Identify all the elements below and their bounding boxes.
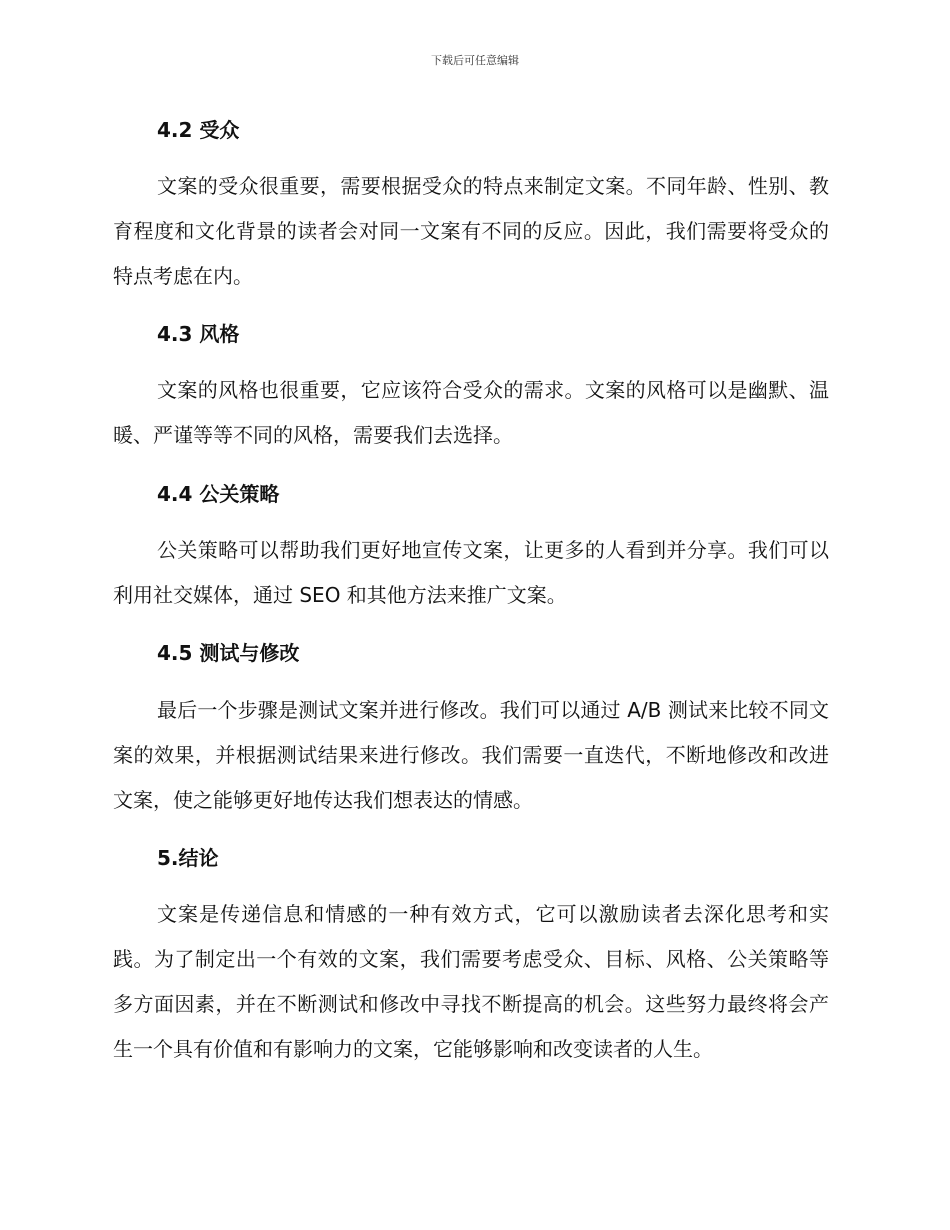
section-heading-4-4: 4.4 公关策略	[157, 482, 280, 506]
section-paragraph-4-3: 文案的风格也很重要，它应该符合受众的需求。文案的风格可以是幽默、温暖、严谨等等不同的风格，需要我们去选择。	[113, 378, 829, 447]
section-heading-5: 5.结论	[157, 846, 219, 870]
section-heading-4-5: 4.5 测试与修改	[157, 641, 300, 665]
section-paragraph-4-5: 最后一个步骤是测试文案并进行修改。我们可以通过 A/B 测试来比较不同文案的效果，并根据测试结果来进行修改。我们需要一直迭代，不断地修改和改进文案，使之能够更好地传达我们想表达的情感。	[113, 698, 829, 812]
section-paragraph-5: 文案是传递信息和情感的一种有效方式，它可以激励读者去深化思考和实践。为了制定出一个有效的文案，我们需要考虑受众、目标、风格、公关策略等多方面因素，并在不断测试和修改中寻找不断提高的机会。这些努力最终将会产生一个具有价值和有影响力的文案，它能够影响和改变读者的人生。	[113, 902, 829, 1061]
section-heading-4-2: 4.2 受众	[157, 118, 240, 142]
section-paragraph-4-4: 公关策略可以帮助我们更好地宣传文案，让更多的人看到并分享。我们可以利用社交媒体，通过 SEO 和其他方法来推广文案。	[113, 538, 829, 607]
section-heading-4-3: 4.3 风格	[157, 322, 240, 346]
section-paragraph-4-2: 文案的受众很重要，需要根据受众的特点来制定文案。不同年龄、性别、教育程度和文化背景的读者会对同一文案有不同的反应。因此，我们需要将受众的特点考虑在内。	[113, 174, 829, 288]
page-header-note: 下载后可任意编辑	[431, 54, 519, 67]
